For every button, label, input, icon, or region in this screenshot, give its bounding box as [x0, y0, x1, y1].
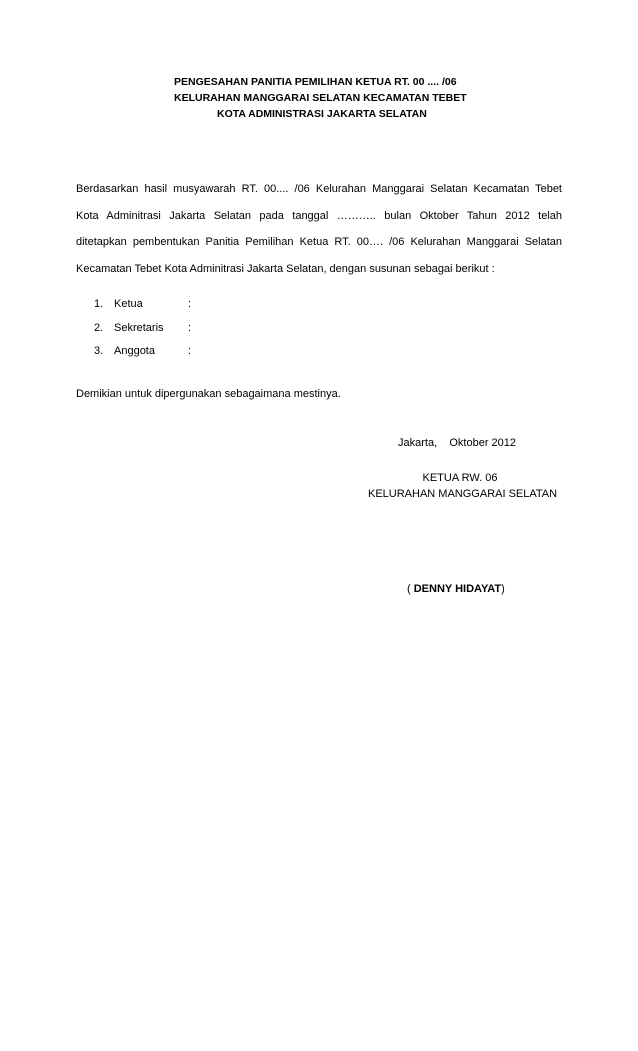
place-date: Jakarta, Oktober 2012: [398, 437, 517, 449]
list-item-colon: :: [188, 298, 192, 310]
signer-name: DENNY HIDAYAT: [413, 583, 502, 595]
title-line-1: PENGESAHAN PANITIA PEMILIHAN KETUA RT. 00 .... /06: [174, 76, 457, 88]
signer-name-line: [407, 583, 505, 595]
list-item-colon: :: [188, 321, 192, 334]
paragraph-line-3: ditetapkan pembentukan Panitia Pemilihan Ketua RT. 00…. /06 Kelurahan Manggarai Selatan: [76, 236, 562, 248]
list-item-number: 2.: [94, 321, 104, 334]
body-paragraph: [76, 176, 562, 282]
name-close-paren: ): [501, 583, 505, 595]
list-item-colon: :: [188, 345, 192, 357]
paragraph-line-4: Kecamatan Tebet Kota Adminitrasi Jakarta Selatan, dengan susunan sebagai berikut :: [76, 262, 495, 275]
list-item-label: Ketua: [114, 298, 143, 310]
signer-organization: KELURAHAN MANGGARAI SELATAN: [368, 488, 558, 500]
title-line-2: KELURAHAN MANGGARAI SELATAN KECAMATAN TEBET: [174, 92, 467, 104]
list-item-label: Sekretaris: [114, 321, 164, 334]
list-item-label: Anggota: [114, 345, 155, 357]
title-line-3: KOTA ADMINISTRASI JAKARTA SELATAN: [217, 108, 427, 120]
list-item-number: 1.: [94, 298, 104, 310]
signer-title: KETUA RW. 06: [422, 472, 498, 484]
name-open-paren: (: [407, 583, 414, 595]
list-item-number: 3.: [94, 345, 104, 357]
paragraph-line-1: Berdasarkan hasil musyawarah RT. 00.... /06 Kelurahan Manggarai Selatan Kecamatan Tebet: [76, 183, 562, 195]
closing-statement: Demikian untuk dipergunakan sebagaimana mestinya.: [76, 388, 341, 400]
paragraph-line-2: Kota Adminitrasi Jakarta Selatan pada tanggal ……….. bulan Oktober Tahun 2012 telah: [76, 209, 562, 222]
